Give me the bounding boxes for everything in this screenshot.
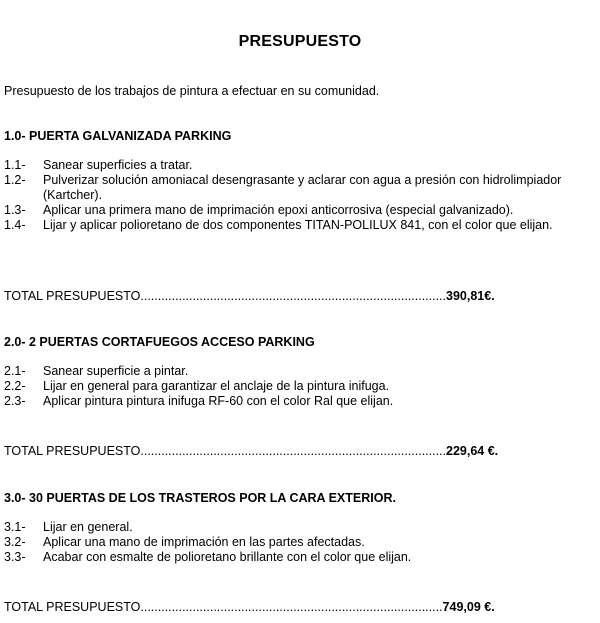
total-label: TOTAL PRESUPUESTO [4,289,141,303]
document-title: PRESUPUESTO [238,33,362,50]
list-item [4,173,564,203]
list-item [4,379,564,394]
list-item [4,520,564,535]
total-line [4,289,495,304]
item-text: Lijar en general. [43,520,133,534]
total-dots: ........................................................................................ [140,444,447,458]
list-item [4,364,564,379]
total-dots: ........................................................................................ [140,289,447,303]
item-list [4,520,564,565]
item-text: Sanear superficie a pintar. [43,364,189,378]
section-1 [4,128,564,233]
item-number: 3.2- [4,535,26,549]
item-number: 2.1- [4,364,26,378]
total-line [4,600,495,615]
section-heading: 1.0- PUERTA GALVANIZADA PARKING [4,129,232,143]
total-amount: 390,81€. [446,289,495,303]
item-text: Lijar y aplicar polioretano de dos componentes TITAN-POLILUX 841, con el color que elijan. [43,218,553,232]
total-dots: ....................................................................................... [140,600,443,614]
section-heading: 3.0- 30 PUERTAS DE LOS TRASTEROS POR LA CARA EXTERIOR. [4,491,396,505]
item-number: 2.2- [4,379,26,393]
total-label: TOTAL PRESUPUESTO [4,444,141,458]
item-text: Aplicar pintura pintura inifuga RF-60 con el color Ral que elijan. [43,394,394,408]
intro-text: Presupuesto de los trabajos de pintura a efectuar en su comunidad. [4,84,380,98]
item-text: Sanear superficies a tratar. [43,158,193,172]
list-item [4,203,564,218]
total-amount: 749,09 €. [442,600,495,614]
list-item [4,535,564,550]
item-text: Aplicar una mano de imprimación en las partes afectadas. [43,535,365,549]
list-item [4,394,564,409]
item-number: 3.1- [4,520,26,534]
list-item [4,550,564,565]
item-text: Lijar en general para garantizar el anclaje de la pintura inifuga. [43,379,390,393]
item-number: 1.1- [4,158,26,172]
total-amount: 229,64 €. [446,444,499,458]
item-number: 1.2- [4,173,26,187]
item-number: 1.3- [4,203,26,217]
section-2 [4,334,564,409]
item-number: 2.3- [4,394,26,408]
list-item [4,158,564,173]
item-number: 3.3- [4,550,26,564]
section-heading: 2.0- 2 PUERTAS CORTAFUEGOS ACCESO PARKING [4,335,315,349]
item-text: Aplicar una primera mano de imprimación epoxi anticorrosiva (especial galvanizado). [43,203,514,217]
item-list [4,364,564,409]
total-label: TOTAL PRESUPUESTO [4,600,141,614]
list-item [4,218,564,233]
item-text: Acabar con esmalte de polioretano brillante con el color que elijan. [43,550,412,564]
item-list [4,158,564,233]
total-line [4,444,498,459]
section-3 [4,490,564,565]
item-number: 1.4- [4,218,26,232]
item-text: Pulverizar solución amoniacal desengrasante y aclarar con agua a presión con hidrolimpiador (Kartcher). [43,173,562,202]
